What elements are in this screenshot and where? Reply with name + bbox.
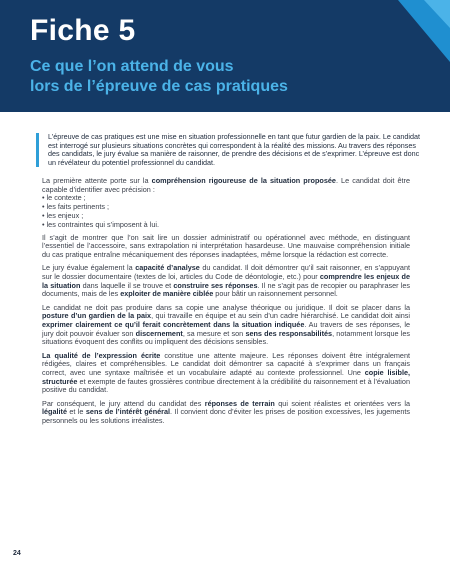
paragraph-3: Le jury évalue également la capacité d’analyse du candidat. Il doit démontrer qu’il sait raisonner, en s’appuyant sur le dossier documentaire (textes de loi, articles du Code de déontologie, etc.) pour comprendre les enjeux de la situation dans laquelle il se trouve et construire ses réponses. Il ne s’agit pas de recopier ou paraphraser les documents, mais de les exploiter de manière ciblée pour bâtir un raisonnement personnel. — [42, 263, 410, 299]
page-number: 24 — [13, 550, 21, 557]
bullet-list — [42, 194, 410, 229]
list-item: • le contexte ; — [42, 194, 410, 203]
paragraph-6: Par conséquent, le jury attend du candidat des réponses de terrain qui soient réalistes et orientées vers la légalité et le sens de l’intérêt général. Il convient donc d’éviter les prises de position excessives, les jugements personnels ou les solutions irréalistes. — [42, 398, 410, 426]
intro-callout: L’épreuve de cas pratiques est une mise en situation professionnelle en tant que futur gardien de la paix. Le candidat est interrogé sur plusieurs situations concrètes qui correspondent à la réalité des missions. Au travers des réponses des candidats, le jury évalue sa manière de raisonner, de prendre des décisions et de s’exprimer. L’épreuve est donc un révélateur du potentiel professionnel du candidat. — [36, 133, 420, 167]
paragraph-1: La première attente porte sur la compréhension rigoureuse de la situation proposée. Le candidat doit être capable d’identifier avec précision : — [42, 176, 410, 194]
page-subtitle — [30, 57, 330, 97]
subtitle-line-1: Ce que l’on attend de vous — [30, 58, 234, 75]
header-banner — [0, 0, 450, 112]
paragraph-2: Il s’agit de montrer que l’on sait lire un dossier administratif ou opérationnel avec méthode, en distinguant l’essentiel de l’accessoire, sans extrapolation ni interprétation hasardeuse. Une mauvaise compréhension initiale du cas pratique entraîne mécaniquement des réponses inadaptées, même lorsque la rédaction est correcte. — [42, 232, 410, 260]
body-text — [42, 177, 410, 430]
list-item: • les enjeux ; — [42, 212, 410, 221]
paragraph-5: La qualité de l’expression écrite constitue une attente majeure. Les réponses doivent être intégralement rédigées, claires et compréhensibles. Le candidat doit démontrer sa capacité à s’exprimer dans un français correct, avec une syntaxe maîtrisée et un vocabulaire adapté au contexte professionnel. Une copie lisible, structurée et exempte de fautes grossières contribue directement à la crédibilité du raisonnement et à l’évaluation positive du candidat. — [42, 350, 411, 395]
paragraph-4: Le candidat ne doit pas produire dans sa copie une analyse théorique ou juridique. Il doit se placer dans la posture d’un gardien de la paix, qui travaille en équipe et au sein d’un cadre hiérarchisé. Le candidat doit ainsi exprimer clairement ce qu’il ferait concrètement dans la situation indiquée. Au travers de ses réponses, le jury doit pouvoir évaluer son discernement, sa mesure et son sens des responsabilités, notamment lorsque les situations évoquent des conflits ou impliquent des décisions sensibles. — [42, 302, 411, 347]
list-item: • les faits pertinents ; — [42, 203, 410, 212]
page-title: Fiche 5 — [30, 14, 136, 47]
list-item: • les contraintes qui s’imposent à lui. — [42, 221, 410, 230]
corner-decoration — [380, 0, 450, 62]
subtitle-line-2: lors de l’épreuve de cas pratiques — [30, 78, 288, 95]
